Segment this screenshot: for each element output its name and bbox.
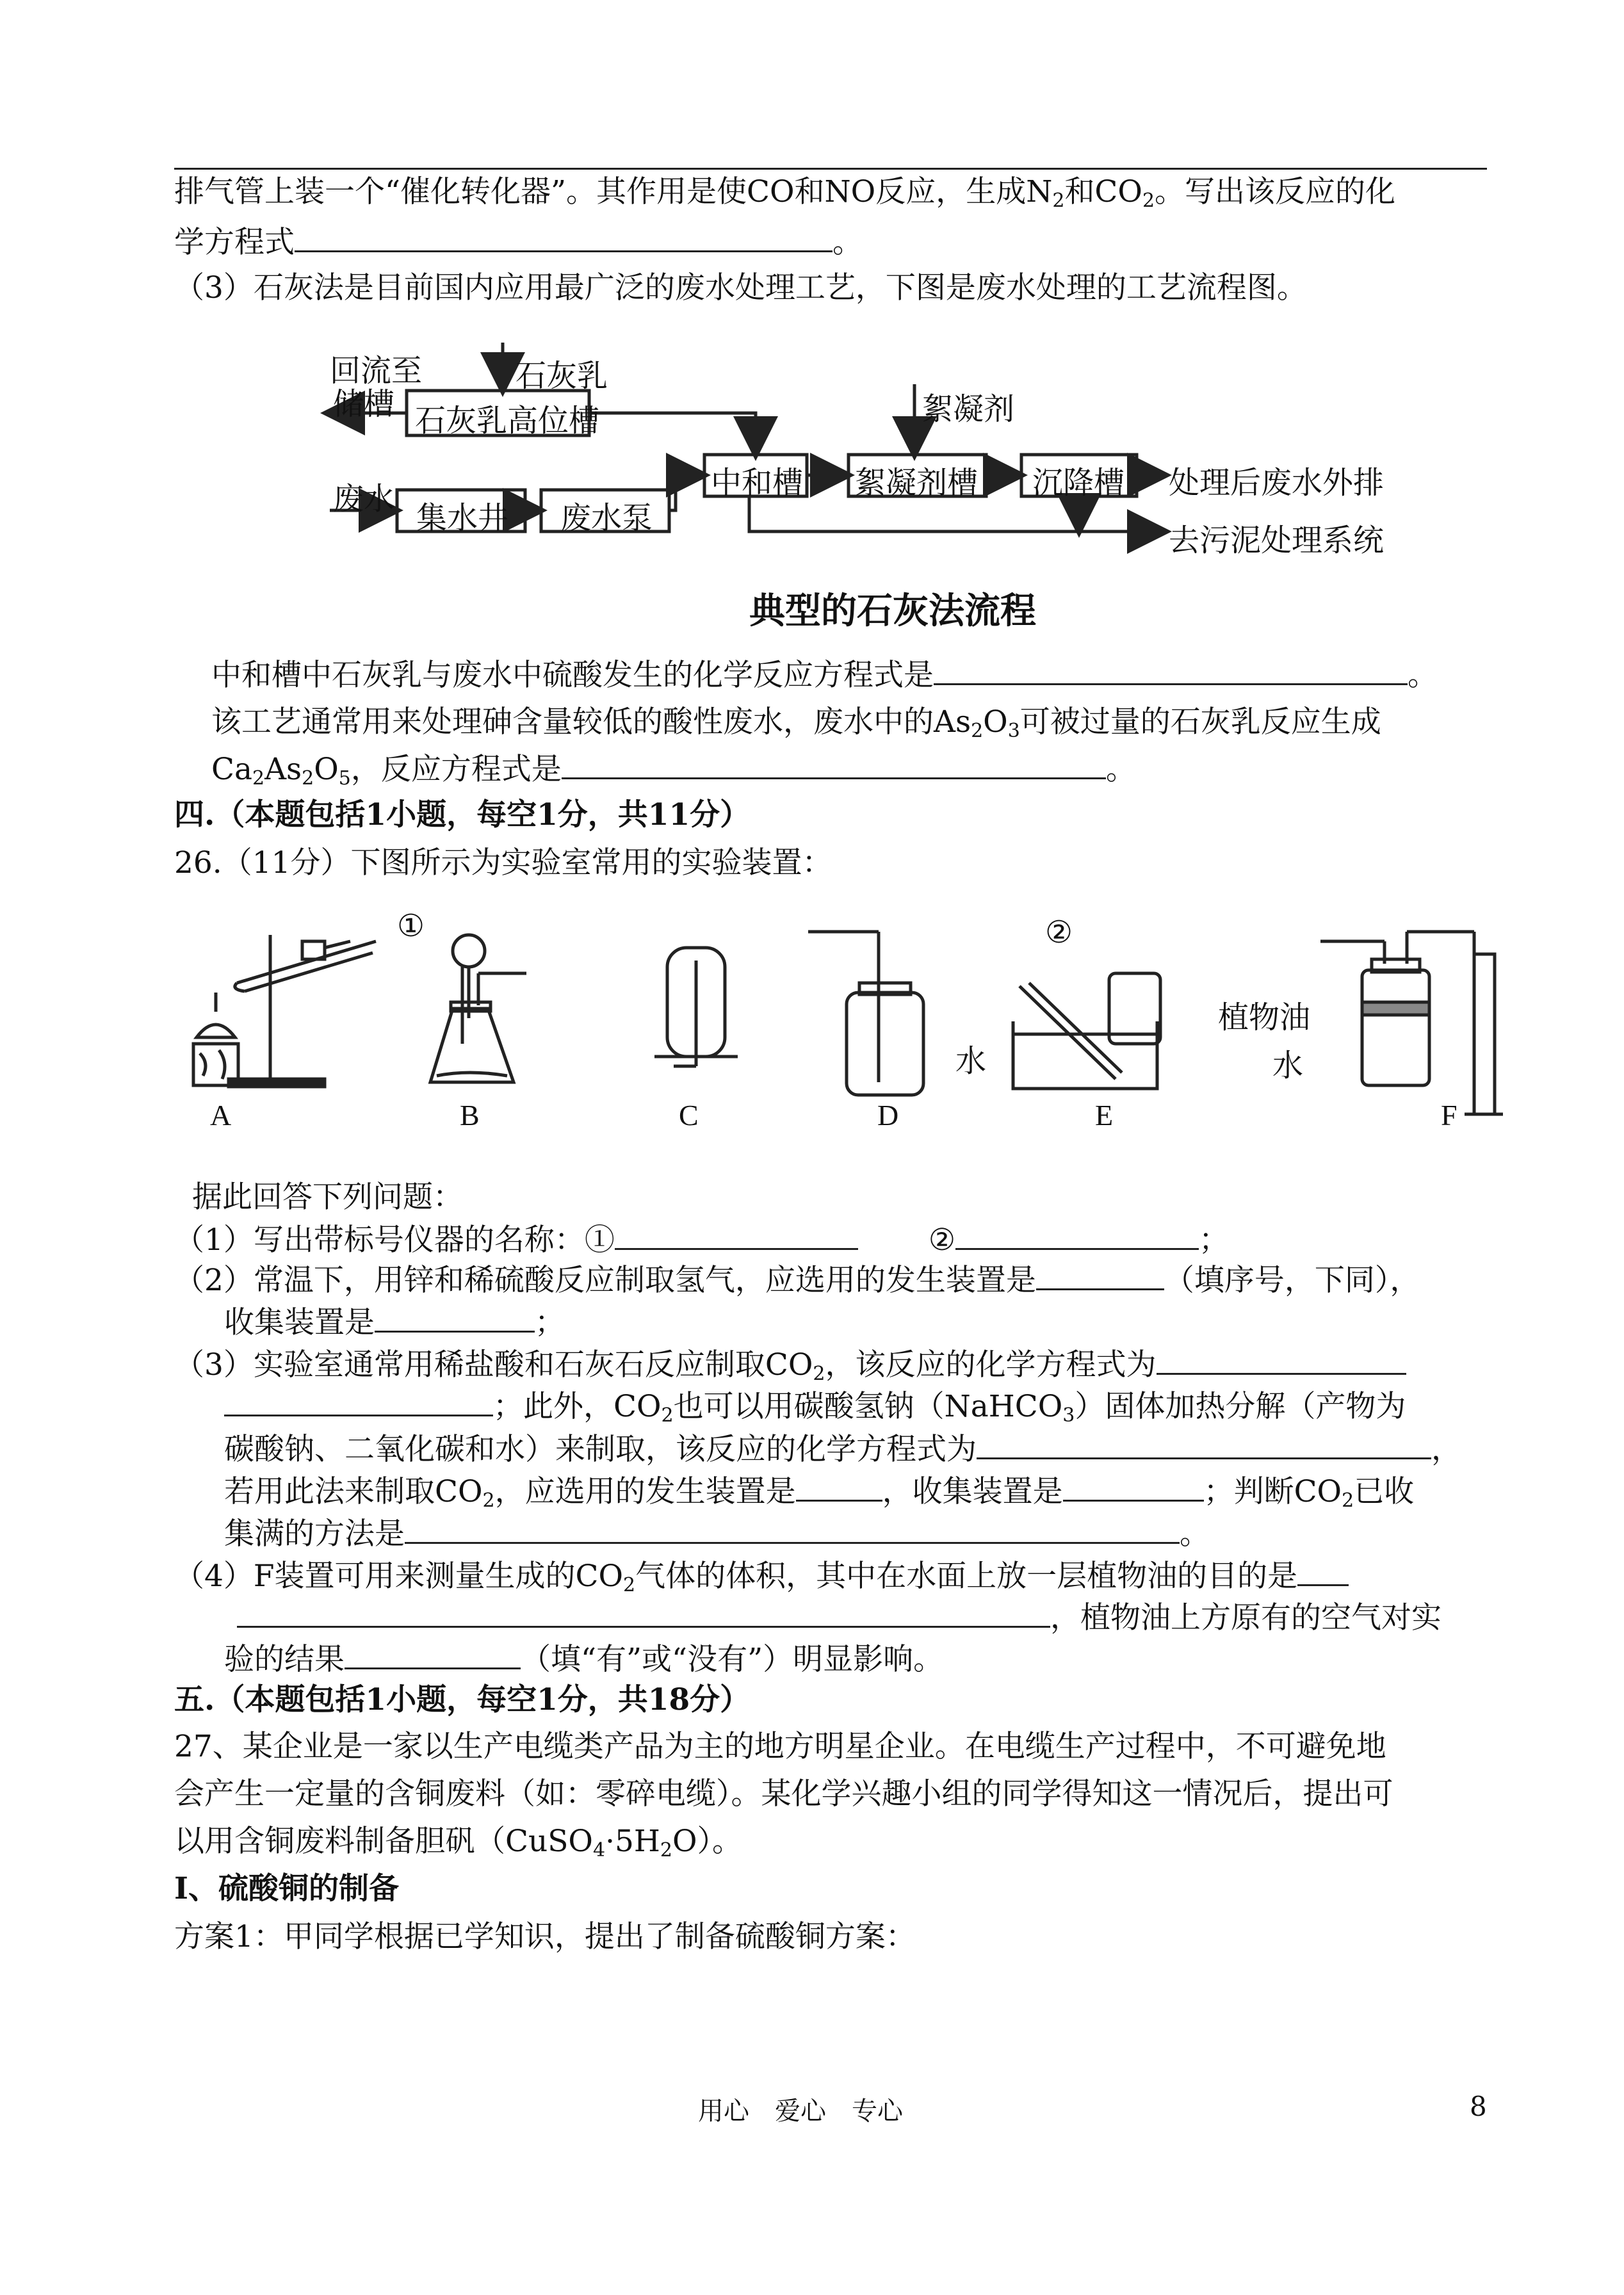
text: 该工艺通常用来处理砷含量较低的酸性废水，废水中的As bbox=[211, 704, 971, 740]
text: As bbox=[264, 752, 302, 787]
text-line bbox=[224, 1472, 1414, 1511]
subscript: 4 bbox=[592, 1839, 606, 1861]
label-out1: 处理后废水外排 bbox=[1169, 465, 1384, 501]
text-line bbox=[174, 1556, 1349, 1596]
text: （4）F装置可用来测量生成的CO bbox=[174, 1559, 624, 1594]
text: ； bbox=[1199, 1222, 1230, 1258]
text-line bbox=[174, 1220, 1229, 1260]
text-line: 27、某企业是一家以生产电缆类产品为主的地方明星企业。在电缆生产过程中，不可避免地 bbox=[174, 1729, 1386, 1764]
text: Ca bbox=[211, 752, 252, 787]
text-line bbox=[174, 269, 1307, 307]
text: 中和槽中石灰乳与废水中硫酸发生的化学反应方程式是 bbox=[211, 658, 934, 693]
text: ② bbox=[928, 1222, 956, 1258]
answer-blank[interactable] bbox=[295, 222, 832, 252]
answer-blank[interactable] bbox=[224, 1386, 493, 1416]
text: 已收 bbox=[1354, 1474, 1415, 1509]
answer-blank[interactable] bbox=[934, 655, 1408, 685]
mark-2: ② bbox=[1045, 914, 1073, 950]
label-chenjiangcao: 沉降槽 bbox=[1032, 465, 1125, 501]
answer-blank[interactable] bbox=[1063, 1472, 1204, 1502]
text-line: 方案1：甲同学根据已学知识，提出了制备硫酸铜方案： bbox=[174, 1919, 916, 1954]
answer-blank[interactable] bbox=[1157, 1345, 1406, 1375]
text-line bbox=[224, 1302, 565, 1342]
answer-blank[interactable] bbox=[1036, 1260, 1164, 1290]
apparatus-figure bbox=[168, 908, 1506, 1146]
subscript: 2 bbox=[813, 1363, 825, 1385]
subscript: 2 bbox=[1052, 190, 1065, 212]
label-huiliu: 回流至 bbox=[330, 353, 423, 389]
apparatus-label-b: B bbox=[460, 1099, 480, 1131]
question-stem: 26.（11分）下图所示为实验室常用的实验装置： bbox=[174, 845, 832, 880]
subscript: 2 bbox=[623, 1574, 636, 1596]
process-flowchart bbox=[224, 320, 1454, 644]
text: ·5H bbox=[605, 1824, 660, 1859]
text-line bbox=[237, 1598, 1441, 1637]
page-footer: 用心 爱心 专心 bbox=[698, 2096, 903, 2126]
text: ）固体加热分解（产物为 bbox=[1075, 1389, 1406, 1424]
text: 若用此法来制取CO bbox=[224, 1474, 483, 1509]
label-chucao: 储槽 bbox=[333, 386, 395, 422]
label-gaoweicao: 石灰乳高位槽 bbox=[415, 403, 600, 439]
label-feishui: 废水 bbox=[333, 481, 395, 517]
subscript: 2 bbox=[252, 767, 265, 790]
text: （3）石灰法是目前国内应用最广泛的废水处理工艺，下图是废水处理的工艺流程图。 bbox=[174, 270, 1307, 305]
subscript: 3 bbox=[1062, 1404, 1075, 1427]
text: 气体的体积，其中在水面上放一层植物油的目的是 bbox=[635, 1559, 1298, 1594]
text: ，植物油上方原有的空气对实 bbox=[1050, 1600, 1441, 1635]
text: ；此外，CO bbox=[493, 1389, 662, 1424]
text: 可被过量的石灰乳反应生成 bbox=[1019, 704, 1381, 740]
answer-blank[interactable] bbox=[955, 1220, 1199, 1250]
text: 碳酸钠、二氧化碳和水）来制取，该反应的化学方程式为 bbox=[224, 1432, 977, 1467]
label-feishuibeng: 废水泵 bbox=[560, 500, 653, 536]
text: （填序号，下同）， bbox=[1164, 1263, 1420, 1298]
apparatus-label-c: C bbox=[679, 1099, 699, 1131]
text: 集满的方法是 bbox=[224, 1516, 405, 1552]
text: 收集装置是 bbox=[224, 1305, 375, 1340]
text: 。 bbox=[1105, 752, 1136, 787]
text: ，收集装置是 bbox=[882, 1474, 1063, 1509]
label-xuningjicao: 絮凝剂槽 bbox=[855, 465, 978, 501]
subscript: 5 bbox=[338, 767, 351, 790]
subscript: 2 bbox=[1142, 190, 1155, 212]
header-rule bbox=[174, 168, 1487, 170]
answer-blank[interactable] bbox=[562, 749, 1106, 779]
subscript: 2 bbox=[482, 1489, 495, 1512]
text-line bbox=[211, 749, 1136, 789]
text: （2）常温下，用锌和稀硫酸反应制取氢气，应选用的发生装置是 bbox=[174, 1263, 1036, 1298]
label-shihuiru: 石灰乳 bbox=[516, 358, 608, 394]
text: O）。 bbox=[672, 1824, 743, 1859]
answer-blank[interactable] bbox=[405, 1514, 1180, 1544]
text-line bbox=[224, 1514, 1210, 1553]
subscript: 2 bbox=[302, 767, 314, 790]
apparatus-label-e: E bbox=[1095, 1099, 1114, 1131]
subscript: 2 bbox=[971, 720, 984, 742]
text-line bbox=[224, 1386, 1406, 1426]
text: ；判断CO bbox=[1203, 1474, 1342, 1509]
text: 。 bbox=[1180, 1516, 1210, 1552]
answer-blank[interactable] bbox=[1297, 1556, 1349, 1586]
text-line bbox=[211, 655, 1438, 695]
text-line: 会产生一定量的含铜废料（如：零碎电缆）。某化学兴趣小组的同学得知这一情况后，提出可 bbox=[174, 1776, 1393, 1812]
answer-blank[interactable] bbox=[375, 1302, 535, 1333]
text-line bbox=[174, 1260, 1420, 1300]
apparatus-label-a: A bbox=[210, 1099, 232, 1131]
label-oil: 植物油 bbox=[1218, 1000, 1311, 1035]
text: （1）写出带标号仪器的名称：① bbox=[174, 1222, 615, 1258]
label-out2: 去污泥处理系统 bbox=[1169, 523, 1384, 558]
answer-blank[interactable] bbox=[977, 1429, 1431, 1459]
text-line bbox=[224, 1429, 1461, 1469]
apparatus-label-f: F bbox=[1441, 1099, 1458, 1131]
text: 也可以用碳酸氢钠（NaHCO bbox=[673, 1389, 1063, 1424]
page-number: 8 bbox=[1470, 2091, 1487, 2122]
subscript: 3 bbox=[1007, 720, 1020, 742]
text-line bbox=[211, 703, 1381, 742]
subsection-heading: Ⅰ、硫酸铜的制备 bbox=[174, 1871, 399, 1906]
mark-1: ① bbox=[397, 908, 425, 944]
subscript: 2 bbox=[660, 1839, 672, 1861]
subscript: 2 bbox=[1342, 1489, 1354, 1512]
answer-blank[interactable] bbox=[345, 1639, 521, 1669]
text-line bbox=[174, 1822, 742, 1861]
subscript: 2 bbox=[661, 1404, 674, 1427]
text: 排气管上装一个“催化转化器”。其作用是使CO和NO反应，生成N bbox=[174, 174, 1053, 209]
text: 。 bbox=[1408, 658, 1438, 693]
text: 。写出该反应的化 bbox=[1155, 174, 1396, 209]
answer-blank[interactable] bbox=[237, 1598, 1050, 1628]
text-line bbox=[174, 222, 863, 262]
text-line: 据此回答下列问题： bbox=[192, 1180, 463, 1215]
text: O bbox=[314, 752, 339, 787]
text: 。 bbox=[832, 225, 863, 260]
text: （3）实验室通常用稀盐酸和石灰石反应制取CO bbox=[174, 1347, 813, 1383]
apparatus-label-d: D bbox=[877, 1099, 899, 1131]
text: 学方程式 bbox=[174, 225, 295, 260]
text: O bbox=[983, 704, 1008, 740]
label-zhonghecao: 中和槽 bbox=[711, 465, 804, 501]
text: ，该反应的化学方程式为 bbox=[825, 1347, 1157, 1383]
label-water-e: 水 bbox=[955, 1043, 987, 1079]
text: ，应选用的发生装置是 bbox=[494, 1474, 796, 1509]
text: 和CO bbox=[1064, 174, 1142, 209]
text: 以用含铜废料制备胆矾（CuSO bbox=[174, 1824, 593, 1859]
text: ， bbox=[1431, 1432, 1461, 1467]
text: ，反应方程式是 bbox=[350, 752, 562, 787]
label-jishuijing: 集水井 bbox=[416, 500, 509, 536]
flowchart-caption: 典型的石灰法流程 bbox=[749, 590, 1036, 632]
section-heading: 四.（本题包括1小题，每空1分，共11分） bbox=[174, 797, 751, 832]
label-xuningji: 絮凝剂 bbox=[922, 391, 1015, 427]
text-line bbox=[174, 1345, 1406, 1384]
text: 验的结果 bbox=[224, 1642, 345, 1677]
answer-blank[interactable] bbox=[796, 1472, 882, 1502]
label-water-f: 水 bbox=[1272, 1048, 1304, 1083]
text-line bbox=[174, 173, 1395, 211]
text: ； bbox=[535, 1305, 565, 1340]
text-line bbox=[224, 1639, 943, 1679]
section-heading: 五.（本题包括1小题，每空1分，共18分） bbox=[174, 1682, 751, 1717]
text: （填“有”或“没有”）明显影响。 bbox=[521, 1642, 944, 1677]
answer-blank[interactable] bbox=[615, 1220, 858, 1250]
